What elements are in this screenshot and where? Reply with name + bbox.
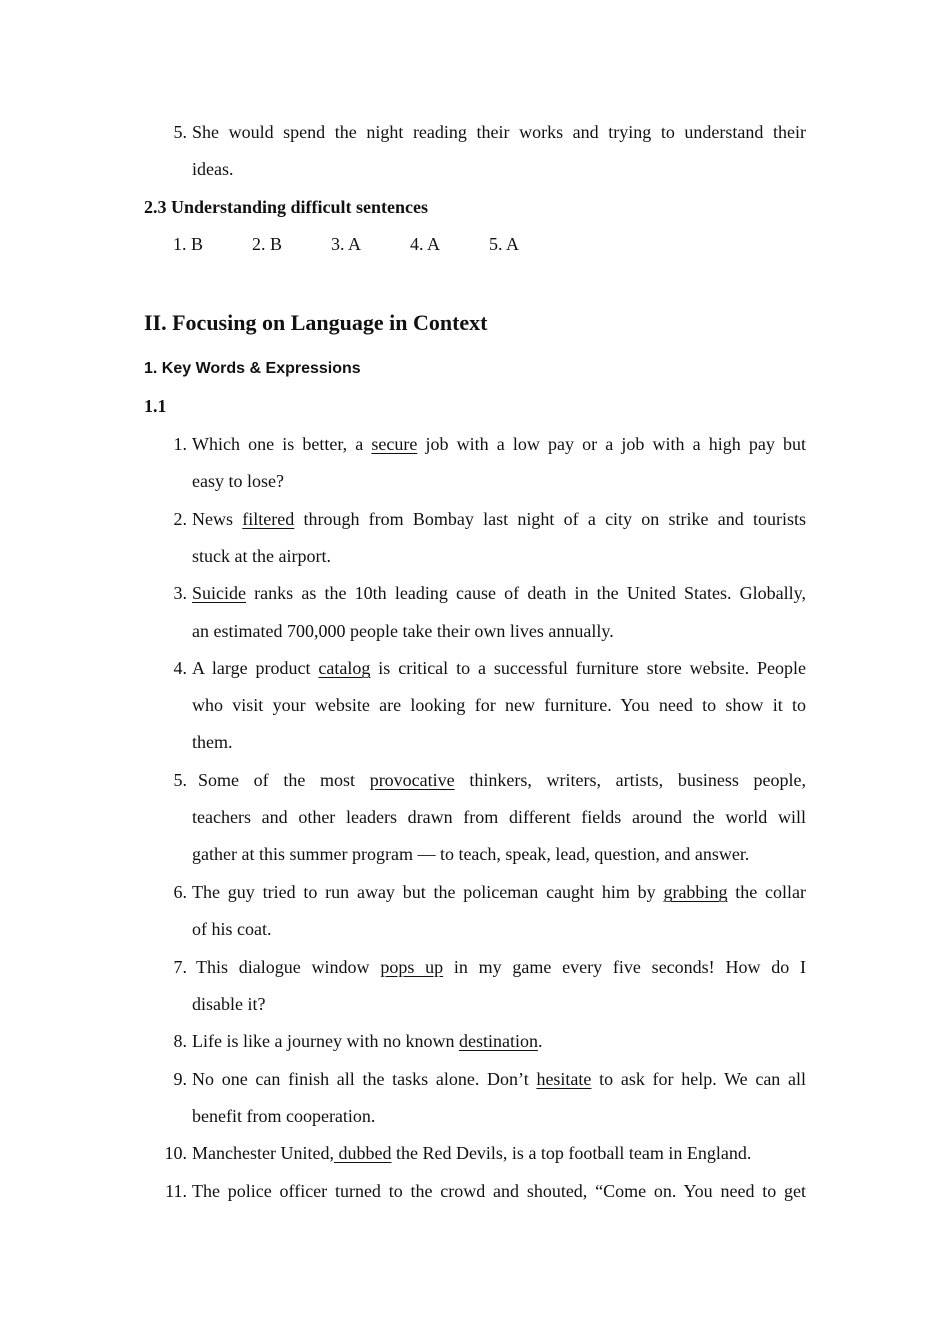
text-part: ranks as the 10th leading cause of death in the United States. Globally, [246,583,806,603]
answer: 1. B [173,234,204,254]
item-text [192,1141,751,1165]
text-part: the collar [727,882,806,902]
item-text-cont: an estimated 700,000 people take their own lives annually. [192,621,614,641]
text-part: Manchester United, [192,1143,334,1163]
text-part: This dialogue window [196,957,381,977]
item-text-cont: teachers and other leaders drawn from different fields around the world will [192,807,806,827]
text-part: Life is like a journey with no known [192,1031,459,1051]
text-part: News [192,509,243,529]
text-part: Which one is better, a [192,434,372,454]
text-part: . [537,1031,543,1051]
text-part: A large product [192,658,319,678]
item-text-cont: stuck at the airport. [192,546,331,566]
key-word: grabbing [663,882,728,902]
item-text-cont: disable it? [192,994,266,1014]
text-part: through from Bombay last night of a city on strike and tourists [294,509,806,529]
key-word: Suicide [192,583,246,603]
item-text [192,1029,542,1053]
key-word: hesitate [536,1069,592,1089]
item-text-cont: of his coat. [192,919,272,939]
text-part: the Red Devils, is a top football team in England. [391,1143,752,1163]
part-title: II. Focusing on Language in Context [144,310,488,335]
item-text [192,1067,806,1091]
text-part: job with a low pay or a job with a high pay but [417,434,806,454]
item-number: 5. [173,122,187,142]
item-text-cont: gather at this summer program — to teach, speak, lead, question, and answer. [192,844,750,864]
item-text [192,880,806,904]
item-number: 5. [173,770,187,790]
key-word: provocative [369,770,455,790]
key-word: pops up [380,957,444,977]
subsection-heading: 1.1 [144,396,167,416]
text-part: is critical to a successful furniture store website. People [370,658,806,678]
item-number: 10. [164,1143,187,1163]
item-number: 9. [173,1069,187,1089]
item-number: 8. [173,1031,187,1051]
item-text-cont: easy to lose? [192,471,284,491]
answer: 4. A [410,234,441,254]
text-part: to ask for help. We can all [591,1069,806,1089]
section-heading: 2.3 Understanding difficult sentences [144,197,429,217]
item-text: The police officer turned to the crowd and shouted, “Come on. You need to get [192,1181,806,1201]
item-text-cont: ideas. [192,159,234,179]
item-number: 4. [173,658,187,678]
item-number: 1. [173,434,187,454]
item-number: 7. [173,957,187,977]
answer: 3. A [331,234,362,254]
item-text [192,581,806,605]
text-part: Some of the most [198,770,370,790]
answer: 5. A [489,234,520,254]
text-part: in my game every five seconds! How do I [443,957,806,977]
item-number: 6. [173,882,187,902]
item-text-cont: them. [192,732,233,752]
item-text-cont: who visit your website are looking for new furniture. You need to show it to [192,695,806,715]
text-part: The guy tried to run away but the policeman caught him by [192,882,664,902]
item-text [198,768,806,792]
item-text [192,507,806,531]
key-word: secure [371,434,418,454]
key-word: filtered [242,509,295,529]
answer: 2. B [252,234,283,254]
key-word: catalog [318,658,371,678]
item-text [192,656,806,680]
item-number: 11. [165,1181,187,1201]
item-text [192,432,806,456]
item-text [196,955,806,979]
key-word: dubbed [333,1143,392,1163]
section-heading: 1. Key Words & Expressions [144,360,361,377]
item-number: 3. [173,583,187,603]
text-part: No one can finish all the tasks alone. Don’t [192,1069,537,1089]
item-text: She would spend the night reading their works and trying to understand their [192,122,806,142]
item-text-cont: benefit from cooperation. [192,1106,376,1126]
item-number: 2. [173,509,187,529]
text-part: thinkers, writers, artists, business people, [454,770,806,790]
key-word: destination [458,1031,538,1051]
